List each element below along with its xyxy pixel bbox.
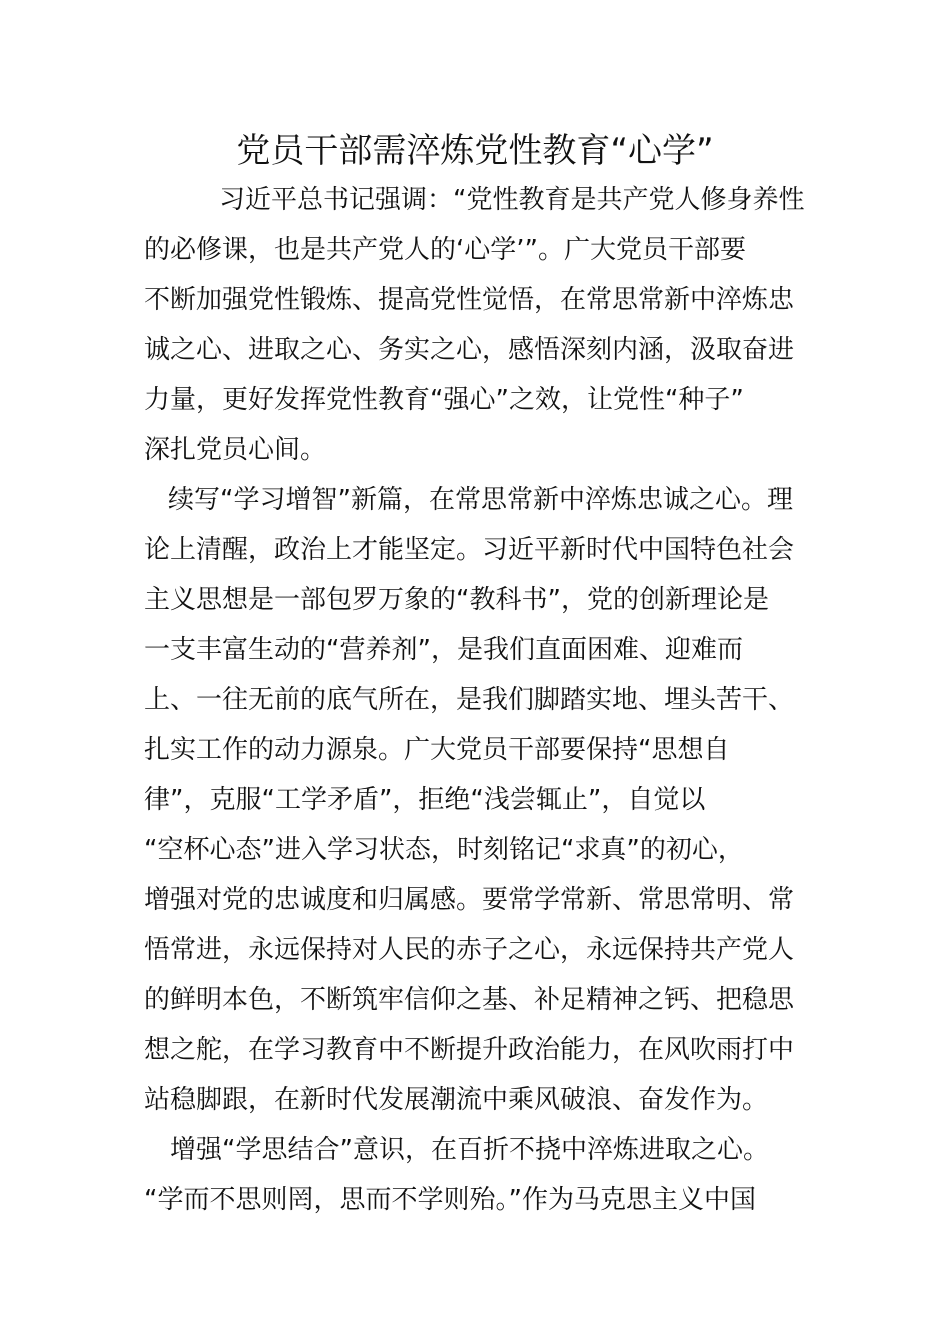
text-line: 诚之心、进取之心、务实之心，感悟深刻内涵，汲取奋进 (144, 335, 795, 365)
text-line: 论上清醒，政治上才能坚定。习近平新时代中国特色社会 (144, 535, 795, 565)
text-line: 上、一往无前的底气所在，是我们脚踏实地、埋头苦干、 (144, 685, 795, 715)
text-line: 深扎党员心间。 (144, 435, 327, 465)
text-line: 力量，更好发挥党性教育“强心”之效，让党性“种子” (144, 385, 744, 415)
text-line: 站稳脚跟，在新时代发展潮流中乘风破浪、奋发作为。 (144, 1085, 769, 1115)
text-line: 的必修课，也是共产党人的‘心学’”。广大党员干部要 (144, 235, 746, 265)
document-title: 党员干部需淬炼党性教育“心学” (236, 131, 714, 171)
text-line: 主义思想是一部包罗万象的“教科书”，党的创新理论是 (144, 585, 769, 615)
text-line: 一支丰富生动的“营养剂”，是我们直面困难、迎难而 (144, 635, 743, 665)
text-line: 续写“学习增智”新篇，在常思常新中淬炼忠诚之心。理 (168, 485, 793, 515)
text-line: 扎实工作的动力源泉。广大党员干部要保持“思想自 (144, 735, 730, 765)
text-line: 的鲜明本色，不断筑牢信仰之基、补足精神之钙、把稳思 (144, 985, 795, 1015)
text-line: 想之舵，在学习教育中不断提升政治能力，在风吹雨打中 (144, 1035, 795, 1065)
text-line: 律”，克服“工学矛盾”，拒绝“浅尝辄止”，自觉以 (144, 785, 706, 815)
text-line: 不断加强党性锻炼、提高党性觉悟，在常思常新中淬炼忠 (144, 285, 795, 315)
text-line: “学而不思则罔，思而不学则殆。”作为马克思主义中国 (144, 1185, 756, 1215)
text-line: 悟常进，永远保持对人民的赤子之心，永远保持共产党人 (144, 935, 795, 965)
text-line: 增强“学思结合”意识，在百折不挠中淬炼进取之心。 (170, 1135, 769, 1165)
text-line: 习近平总书记强调：“党性教育是共产党人修身养性 (219, 185, 805, 215)
text-line: “空杯心态”进入学习状态，时刻铭记“求真”的初心， (144, 835, 744, 865)
text-line: 增强对党的忠诚度和归属感。要常学常新、常思常明、常 (144, 885, 795, 915)
